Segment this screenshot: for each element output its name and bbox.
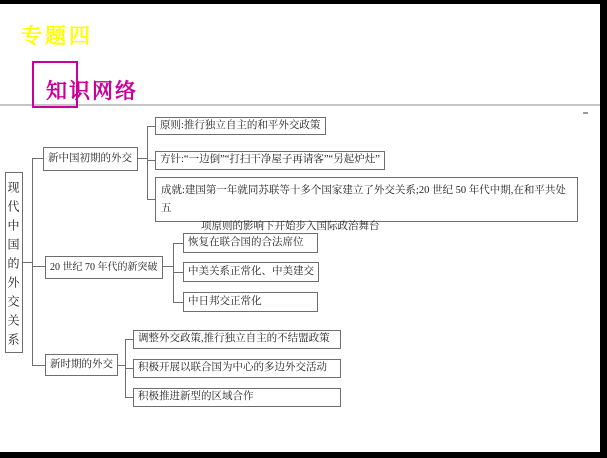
achievement-line-2: 项原则的影响下开始步入国际政治舞台 [201,221,380,232]
connector-leaf3-2-stub [126,368,133,369]
connector-branch2-out [161,266,173,267]
window-frame-right [600,0,607,458]
root-node: 现代中国的外交关系 [5,172,23,353]
leaf-node-nonalignment: 调整外交政策,推行独立自主的不结盟政策 [133,330,341,349]
leaf-node-guideline: 方针:“一边倒”“打扫干净屋子再请客”“另起炉灶” [155,151,385,170]
leaf-node-regional-coop: 积极推进新型的区域合作 [133,388,341,407]
connector-branch3-stub [33,365,45,366]
window-frame-bottom [0,452,607,458]
branch-node-1970s-breakthrough: 20 世纪 70 年代的新突破 [45,256,163,279]
branch-node-early-china: 新中国初期的外交 [43,147,138,171]
connector-branch2-spine [173,243,174,303]
connector-root-stub [22,262,32,263]
branch-node-new-era: 新时期的外交 [45,354,118,376]
connector-main-spine [32,158,33,366]
connector-leaf2-3-stub [174,302,183,303]
leaf-node-china-us: 中美关系正常化、中美建交 [183,262,319,282]
leaf-node-china-japan: 中日邦交正常化 [183,292,318,312]
section-label: 知识网络 [46,79,138,103]
connector-leaf1-2-stub [148,160,155,161]
connector-branch1-spine [147,126,148,200]
connector-leaf1-3-stub [148,199,155,200]
connector-leaf2-2-stub [174,272,183,273]
leaf-node-multilateral: 积极开展以联合国为中心的多边外交活动 [133,359,341,378]
connector-branch1-out [138,158,147,159]
connector-branch2-stub [33,266,45,267]
achievement-line-1: 成就:建国第一年就同苏联等十多个国家建立了外交关系;20 世纪 50 年代中期,在和平共处五 [161,185,566,214]
leaf-node-principle: 原则:推行独立自主的和平外交政策 [155,117,326,135]
connector-leaf3-1-stub [126,339,133,340]
leaf-node-achievement [155,177,578,232]
connector-leaf3-3-stub [126,397,133,398]
connector-leaf1-1-stub [148,126,155,127]
topic-label: 专题四 [21,25,93,48]
stray-mark [583,112,588,114]
connector-leaf2-1-stub [174,243,183,244]
leaf-node-un-seat: 恢复在联合国的合法席位 [183,233,318,253]
connector-branch1-stub [33,158,43,159]
window-frame-top [0,0,607,4]
